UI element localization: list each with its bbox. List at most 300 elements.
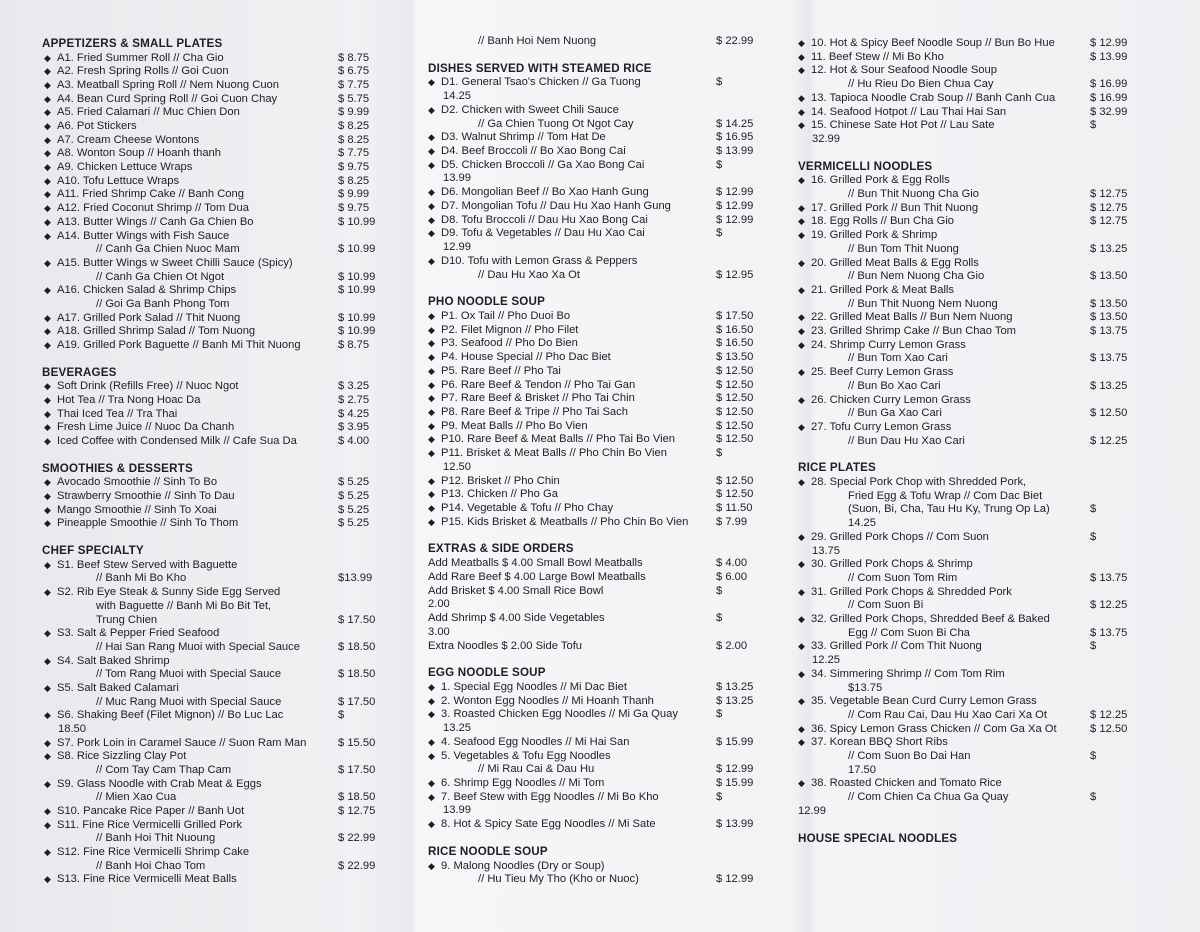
item-name: Add Rare Beef $ 4.00 Large Bowl Meatballs (428, 570, 646, 583)
item-name: A2. Fresh Spring Rolls // Goi Cuon (57, 65, 229, 78)
bullet-icon: ◆ (798, 394, 805, 405)
menu-item (798, 777, 1002, 789)
item-price: $ 4.00 (338, 435, 370, 448)
item-price: $ 12.99 (716, 763, 754, 776)
item-price: $ 13.75 (1090, 325, 1128, 337)
item-name: A7. Cream Cheese Wontons (57, 133, 200, 146)
bullet-icon: ◆ (798, 257, 805, 268)
menu-item (96, 860, 205, 872)
bullet-icon: ◆ (798, 367, 805, 378)
menu-item (848, 627, 970, 639)
bullet-icon: ◆ (428, 819, 435, 830)
menu-item (44, 490, 235, 502)
item-price: $ 10.99 (338, 243, 376, 256)
item-name: A19. Grilled Pork Baguette // Banh Mi Thit Nuong (57, 338, 301, 351)
item-price: $ 22.99 (338, 859, 376, 872)
item-name: A16. Chicken Salad & Shrimp Chips (57, 284, 237, 297)
menu-item (44, 394, 200, 406)
section-heading (428, 667, 546, 679)
bullet-icon: ◆ (798, 559, 805, 570)
menu-item (798, 668, 1005, 680)
menu-item (798, 106, 1006, 118)
menu-item (44, 709, 283, 721)
item-name: P8. Rare Beef & Tripe // Pho Tai Sach (441, 406, 628, 418)
menu-item (428, 708, 678, 720)
item-price: $ 6.00 (716, 570, 748, 583)
menu-item (44, 120, 137, 132)
menu-item (428, 750, 611, 762)
item-price: $ 13.75 (1090, 626, 1128, 639)
item-name: // Bun Ga Xao Cari (848, 407, 942, 420)
item-name: P1. Ox Tail // Pho Duoi Bo (441, 309, 571, 322)
item-name: 25. Beef Curry Lemon Grass (811, 366, 954, 379)
bullet-icon: ◆ (428, 310, 435, 321)
item-name: D3. Walnut Shrimp // Tom Hat De (441, 131, 606, 144)
item-name: // Banh Hoi Thit Nuoung (96, 832, 216, 845)
bullet-icon: ◆ (428, 159, 435, 170)
menu-item (428, 447, 667, 459)
menu-item (848, 750, 971, 762)
item-name: // Canh Ga Chien Nuoc Mam (96, 243, 240, 256)
item-price: $ (716, 612, 723, 625)
menu-item (428, 131, 606, 143)
bullet-icon: ◆ (44, 819, 51, 830)
item-name: P14. Vegetable & Tofu // Pho Chay (441, 502, 614, 515)
bullet-icon: ◆ (428, 132, 435, 143)
menu-item (44, 750, 186, 762)
item-price: $ 18.50 (338, 640, 376, 653)
bullet-icon: ◆ (44, 847, 51, 858)
item-price: $ (1090, 750, 1097, 762)
menu-item (428, 818, 656, 830)
bullet-icon: ◆ (44, 737, 51, 748)
menu-item (44, 312, 240, 324)
menu-item (443, 90, 471, 102)
menu-item (798, 736, 948, 748)
item-name: 32.99 (812, 132, 840, 145)
menu-item (428, 186, 649, 198)
menu-item (848, 764, 876, 776)
menu-item (798, 613, 1050, 625)
item-name: D4. Beef Broccoli // Bo Xao Bong Cai (441, 145, 626, 158)
item-name: D10. Tofu with Lemon Grass & Peppers (441, 254, 638, 267)
bullet-icon: ◆ (44, 80, 51, 91)
item-name: P12. Brisket // Pho Chin (441, 474, 560, 487)
menu-item (798, 366, 953, 378)
item-name: 10. Hot & Spicy Beef Noodle Soup // Bun Bo Hue (811, 37, 1055, 49)
menu-item (44, 435, 297, 447)
item-price: $ 22.99 (716, 35, 754, 47)
item-price: $ 17.50 (338, 764, 376, 776)
bullet-icon: ◆ (798, 326, 805, 336)
item-name: // Hu Rieu Do Bien Chua Cay (848, 78, 994, 91)
menu-item (848, 243, 959, 255)
bullet-icon: ◆ (428, 214, 435, 225)
item-name: A11. Fried Shrimp Cake // Banh Cong (57, 188, 244, 201)
menu-item (848, 517, 876, 529)
menu-item (428, 337, 578, 349)
menu-item (428, 392, 635, 404)
section-heading (798, 833, 957, 845)
item-price: $ 13.50 (1090, 297, 1128, 310)
section-heading (798, 462, 876, 474)
menu-item (478, 873, 639, 885)
item-name: // Ga Chien Tuong Ot Ngot Cay (478, 117, 634, 130)
item-name: 17.50 (848, 763, 876, 776)
item-price: $ 4.25 (338, 407, 370, 420)
item-name: // Dau Hu Xao Xa Ot (478, 268, 580, 281)
item-price: $ 12.95 (716, 268, 754, 281)
menu-item (428, 502, 613, 514)
menu-item (848, 188, 979, 200)
bullet-icon: ◆ (44, 587, 51, 598)
item-price: $ 13.25 (716, 680, 754, 693)
item-name: // Bun Nem Nuong Cha Gio (848, 270, 985, 283)
bullet-icon: ◆ (44, 203, 51, 214)
item-name: DISHES SERVED WITH STEAMED RICE (428, 61, 652, 75)
bullet-icon: ◆ (428, 778, 435, 788)
item-name: D8. Tofu Broccoli // Dau Hu Xao Bong Cai (441, 213, 648, 226)
bullet-icon: ◆ (798, 477, 805, 487)
menu-item (428, 227, 645, 239)
bullet-icon: ◆ (44, 148, 51, 159)
menu-item (44, 202, 249, 214)
section-heading (428, 63, 652, 75)
item-name: // Bun Thit Nuong Cha Gio (848, 188, 980, 200)
item-name: P7. Rare Beef & Brisket // Pho Tai Chin (441, 392, 635, 405)
menu-item (96, 600, 271, 612)
item-name: 21. Grilled Pork & Meat Balls (811, 283, 955, 296)
bullet-icon: ◆ (44, 751, 51, 762)
bullet-icon: ◆ (44, 52, 51, 63)
item-price: $ 16.99 (1090, 78, 1128, 91)
menu-item (848, 407, 942, 419)
menu-item (428, 791, 659, 803)
menu-item (96, 298, 230, 310)
item-name: Egg // Com Suon Bi Cha (848, 626, 970, 639)
menu-item (44, 147, 221, 159)
item-price: $ 17.50 (338, 613, 376, 626)
menu-item (848, 490, 1042, 502)
item-name: 13.99 (443, 172, 471, 185)
bullet-icon: ◆ (44, 162, 51, 173)
bullet-icon: ◆ (798, 312, 805, 323)
menu-item (812, 654, 840, 666)
item-name: Hot Tea // Tra Nong Hoac Da (57, 394, 201, 406)
menu-item (428, 736, 629, 748)
menu-item (44, 559, 237, 571)
menu-item (848, 78, 994, 90)
item-name: D7. Mongolian Tofu // Dau Hu Xao Hanh Gung (441, 199, 671, 212)
bullet-icon: ◆ (44, 216, 51, 227)
item-price: $ 13.99 (716, 145, 754, 158)
item-name: S5. Salt Baked Calamari (57, 681, 179, 694)
item-name: 18.50 (58, 722, 86, 735)
menu-item (848, 709, 1047, 721)
section-heading (42, 545, 144, 557)
bullet-icon: ◆ (44, 559, 51, 570)
item-name: // Goi Ga Banh Phong Tom (96, 297, 230, 310)
menu-item (798, 92, 1055, 104)
bullet-icon: ◆ (428, 475, 435, 486)
menu-item (428, 488, 558, 500)
item-name: // Hai San Rang Muoi with Special Sauce (96, 640, 300, 653)
item-name: VERMICELLI NOODLES (798, 159, 933, 173)
bullet-icon: ◆ (44, 778, 51, 789)
item-name: A1. Fried Summer Roll // Cha Gio (57, 51, 224, 64)
item-name: 11. Beef Stew // Mi Bo Kho (811, 50, 944, 63)
item-price: $ 2.75 (338, 394, 370, 406)
item-price: $ 18.50 (338, 791, 376, 804)
menu-column-left (0, 0, 410, 932)
menu-item (44, 846, 249, 858)
bullet-icon: ◆ (428, 750, 435, 761)
item-name: 8. Hot & Spicy Sate Egg Noodles // Mi Sate (441, 818, 656, 831)
item-name: A12. Fried Coconut Shrimp // Tom Dua (57, 202, 249, 215)
bullet-icon: ◆ (44, 395, 51, 405)
item-price: $ 12.25 (1090, 434, 1128, 447)
item-name: 12. Hot & Sour Seafood Noodle Soup (811, 64, 997, 77)
menu-item (428, 365, 561, 377)
item-name: A8. Wonton Soup // Hoanh thanh (57, 147, 221, 160)
bullet-icon: ◆ (428, 516, 435, 527)
menu-item (798, 586, 1012, 598)
bullet-icon: ◆ (798, 339, 805, 350)
bullet-icon: ◆ (44, 628, 51, 639)
item-name: Avocado Smoothie // Sinh To Bo (57, 476, 218, 489)
item-price: $ 5.75 (338, 92, 370, 105)
bullet-icon: ◆ (798, 668, 805, 679)
item-name: A10. Tofu Lettuce Wraps (57, 174, 180, 187)
section-heading (428, 846, 548, 858)
item-price: $13.99 (338, 572, 373, 585)
item-name: 14.25 (443, 90, 471, 103)
menu-item (428, 626, 450, 638)
bullet-icon: ◆ (428, 104, 435, 115)
item-name: Add Meatballs $ 4.00 Small Bowl Meatballs (428, 557, 643, 570)
section-heading (428, 296, 545, 308)
item-name: 5. Vegetables & Tofu Egg Noodles (441, 749, 611, 762)
bullet-icon: ◆ (44, 134, 51, 145)
item-price: $ (1090, 530, 1097, 543)
item-price: $ 12.50 (716, 488, 754, 501)
item-price: $ 13.25 (1090, 379, 1128, 392)
bullet-icon: ◆ (44, 874, 51, 885)
section-heading (42, 38, 222, 50)
menu-item (428, 475, 560, 487)
item-name: S7. Pork Loin in Caramel Sauce // Suon Ram Man (57, 736, 307, 749)
menu-item (428, 571, 646, 583)
item-price: $ 7.99 (716, 515, 748, 528)
menu-item (44, 737, 306, 749)
item-name: // Mien Xao Cua (96, 791, 177, 804)
item-name: 30. Grilled Pork Chops & Shrimp (811, 558, 973, 571)
menu-item (848, 572, 957, 584)
item-name: 34. Simmering Shrimp // Com Tom Rim (811, 667, 1005, 680)
item-price: $ 15.50 (338, 736, 376, 749)
menu-item (428, 598, 450, 610)
item-price: $ 12.50 (716, 419, 754, 432)
section-heading (42, 463, 193, 475)
item-name: SMOOTHIES & DESSERTS (42, 461, 193, 475)
bullet-icon: ◆ (428, 255, 435, 266)
item-name: // Banh Hoi Nem Nuong (478, 35, 597, 47)
bullet-icon: ◆ (798, 92, 805, 103)
menu-item (44, 79, 279, 91)
item-price: $ (716, 447, 723, 460)
item-name: 32. Grilled Pork Chops, Shredded Beef & Baked (811, 613, 1050, 625)
item-price: $ 3.25 (338, 380, 370, 393)
item-price: $ 17.50 (338, 695, 376, 708)
item-name: // Canh Ga Chien Ot Ngot (96, 270, 225, 283)
item-name: RICE NOODLE SOUP (428, 844, 548, 858)
item-name: 13.99 (443, 804, 471, 817)
menu-item (798, 229, 937, 241)
menu-item (443, 241, 471, 253)
item-price: $ 12.99 (716, 199, 754, 212)
item-name: // Tom Rang Muoi with Special Sauce (96, 668, 282, 681)
menu-item (44, 188, 244, 200)
item-name: // Com Suon Tom Rim (848, 571, 958, 584)
item-price: $ 7.75 (338, 147, 370, 160)
item-price: $ 16.50 (716, 323, 754, 336)
menu-item (798, 640, 982, 652)
item-name: P3. Seafood // Pho Do Bien (441, 337, 578, 350)
item-name: 3.00 (428, 625, 450, 638)
item-name: P13. Chicken // Pho Ga (441, 488, 558, 501)
item-name: BEVERAGES (42, 365, 117, 379)
item-price: $ 12.75 (1090, 201, 1128, 214)
item-price: $ 12.50 (716, 433, 754, 446)
bullet-icon: ◆ (44, 381, 51, 392)
item-name: // Bun Bo Xao Cari (848, 379, 941, 392)
item-price: $ 22.99 (338, 832, 376, 845)
menu-item (848, 599, 923, 611)
item-name: A5. Fried Calamari // Muc Chien Don (57, 106, 240, 119)
bullet-icon: ◆ (428, 434, 435, 445)
item-name: S11. Fine Rice Vermicelli Grilled Pork (57, 818, 243, 831)
item-name: P4. House Special // Pho Dac Biet (441, 351, 611, 364)
bullet-icon: ◆ (798, 531, 805, 542)
bullet-icon: ◆ (44, 107, 51, 118)
bullet-icon: ◆ (428, 709, 435, 720)
item-name: P10. Rare Beef & Meat Balls // Pho Tai Bo Vien (441, 433, 676, 446)
bullet-icon: ◆ (44, 257, 51, 268)
menu-item (44, 627, 219, 639)
bullet-icon: ◆ (428, 393, 435, 404)
menu-item (478, 118, 633, 130)
item-price: $ 13.75 (1090, 571, 1128, 584)
item-price: $ 10.99 (338, 311, 376, 324)
item-name: 12.25 (812, 654, 840, 667)
item-name: 2. Wonton Egg Noodles // Mi Hoanh Thanh (441, 694, 654, 707)
menu-item (848, 352, 948, 364)
menu-item (44, 65, 229, 77)
item-name: S4. Salt Baked Shrimp (57, 654, 170, 667)
bullet-icon: ◆ (798, 106, 805, 117)
bullet-icon: ◆ (44, 518, 51, 529)
menu-item (798, 119, 994, 131)
menu-item (478, 269, 580, 281)
menu-item (44, 421, 234, 433)
item-name: D5. Chicken Broccoli // Ga Xao Bong Cai (441, 158, 645, 171)
item-name: Extra Noodles $ 2.00 Side Tofu (428, 639, 583, 652)
menu-item (798, 339, 966, 351)
item-price: $ 12.50 (716, 392, 754, 405)
item-name: P6. Rare Beef & Tendon // Pho Tai Gan (441, 378, 636, 391)
menu-item (428, 612, 605, 624)
item-price: $ (716, 158, 723, 171)
menu-item (428, 516, 688, 528)
item-price: $ 13.99 (1090, 50, 1128, 63)
bullet-icon: ◆ (798, 421, 805, 432)
item-name: S2. Rib Eye Steak & Sunny Side Egg Served (57, 586, 281, 599)
menu-item (798, 284, 954, 296)
menu-item (428, 159, 644, 171)
item-price: $ 10.99 (338, 325, 376, 338)
menu-item (44, 778, 262, 790)
item-price: $ 9.75 (338, 161, 370, 174)
item-name: P11. Brisket & Meat Balls // Pho Chin Bo Vien (441, 447, 667, 460)
menu-item (798, 476, 1026, 488)
bullet-icon: ◆ (428, 77, 435, 88)
item-name: 13. Tapioca Noodle Crab Soup // Banh Canh Cua (811, 91, 1056, 104)
menu-item (428, 76, 641, 88)
item-name: S10. Pancake Rice Paper // Banh Uot (57, 805, 245, 818)
menu-item (44, 230, 229, 242)
item-name: A3. Meatball Spring Roll // Nem Nuong Cuon (57, 79, 279, 92)
bullet-icon: ◆ (798, 175, 805, 186)
item-name: 1. Special Egg Noodles // Mi Dac Biet (441, 680, 627, 693)
item-name: Pineapple Smoothie // Sinh To Thom (57, 517, 239, 530)
menu-item (812, 545, 840, 557)
item-name: 14. Seafood Hotpot // Lau Thai Hai San (811, 105, 1007, 118)
menu-item (96, 696, 281, 708)
item-price: $ 9.99 (338, 188, 370, 201)
bullet-icon: ◆ (44, 312, 51, 323)
menu-item (428, 420, 588, 432)
item-price: $ 13.50 (716, 351, 754, 364)
menu-item (44, 106, 240, 118)
item-name: Add Shrimp $ 4.00 Side Vegetables (428, 612, 605, 625)
menu-item (44, 52, 224, 64)
item-name: 33. Grilled Pork // Com Thit Nuong (811, 640, 982, 653)
item-price: $ 12.25 (1090, 599, 1128, 612)
item-name: A4. Bean Curd Spring Roll // Goi Cuon Chay (57, 92, 278, 105)
item-name: A14. Butter Wings with Fish Sauce (57, 229, 230, 242)
bullet-icon: ◆ (428, 695, 435, 706)
item-price: $ 11.50 (716, 502, 753, 515)
menu-item (428, 145, 626, 157)
item-price: $ 10.99 (338, 270, 376, 283)
item-name: // Bun Thit Nuong Nem Nuong (848, 297, 998, 310)
section-heading (428, 543, 574, 555)
menu-item (428, 681, 627, 693)
menu-item (96, 791, 176, 803)
menu-item (798, 311, 1012, 323)
item-name: 2.00 (428, 598, 450, 611)
menu-item (44, 476, 217, 488)
bullet-icon: ◆ (798, 120, 805, 131)
menu-item (798, 695, 1037, 707)
item-name: 15. Chinese Sate Hot Pot // Lau Sate (811, 119, 995, 132)
menu-item (798, 531, 989, 543)
bullet-icon: ◆ (798, 38, 805, 48)
item-price: $ 16.99 (1090, 91, 1128, 104)
bullet-icon: ◆ (428, 736, 435, 747)
item-name: Iced Coffee with Condensed Milk // Cafe Sua Da (57, 435, 297, 448)
item-price: $ 12.50 (716, 406, 754, 418)
